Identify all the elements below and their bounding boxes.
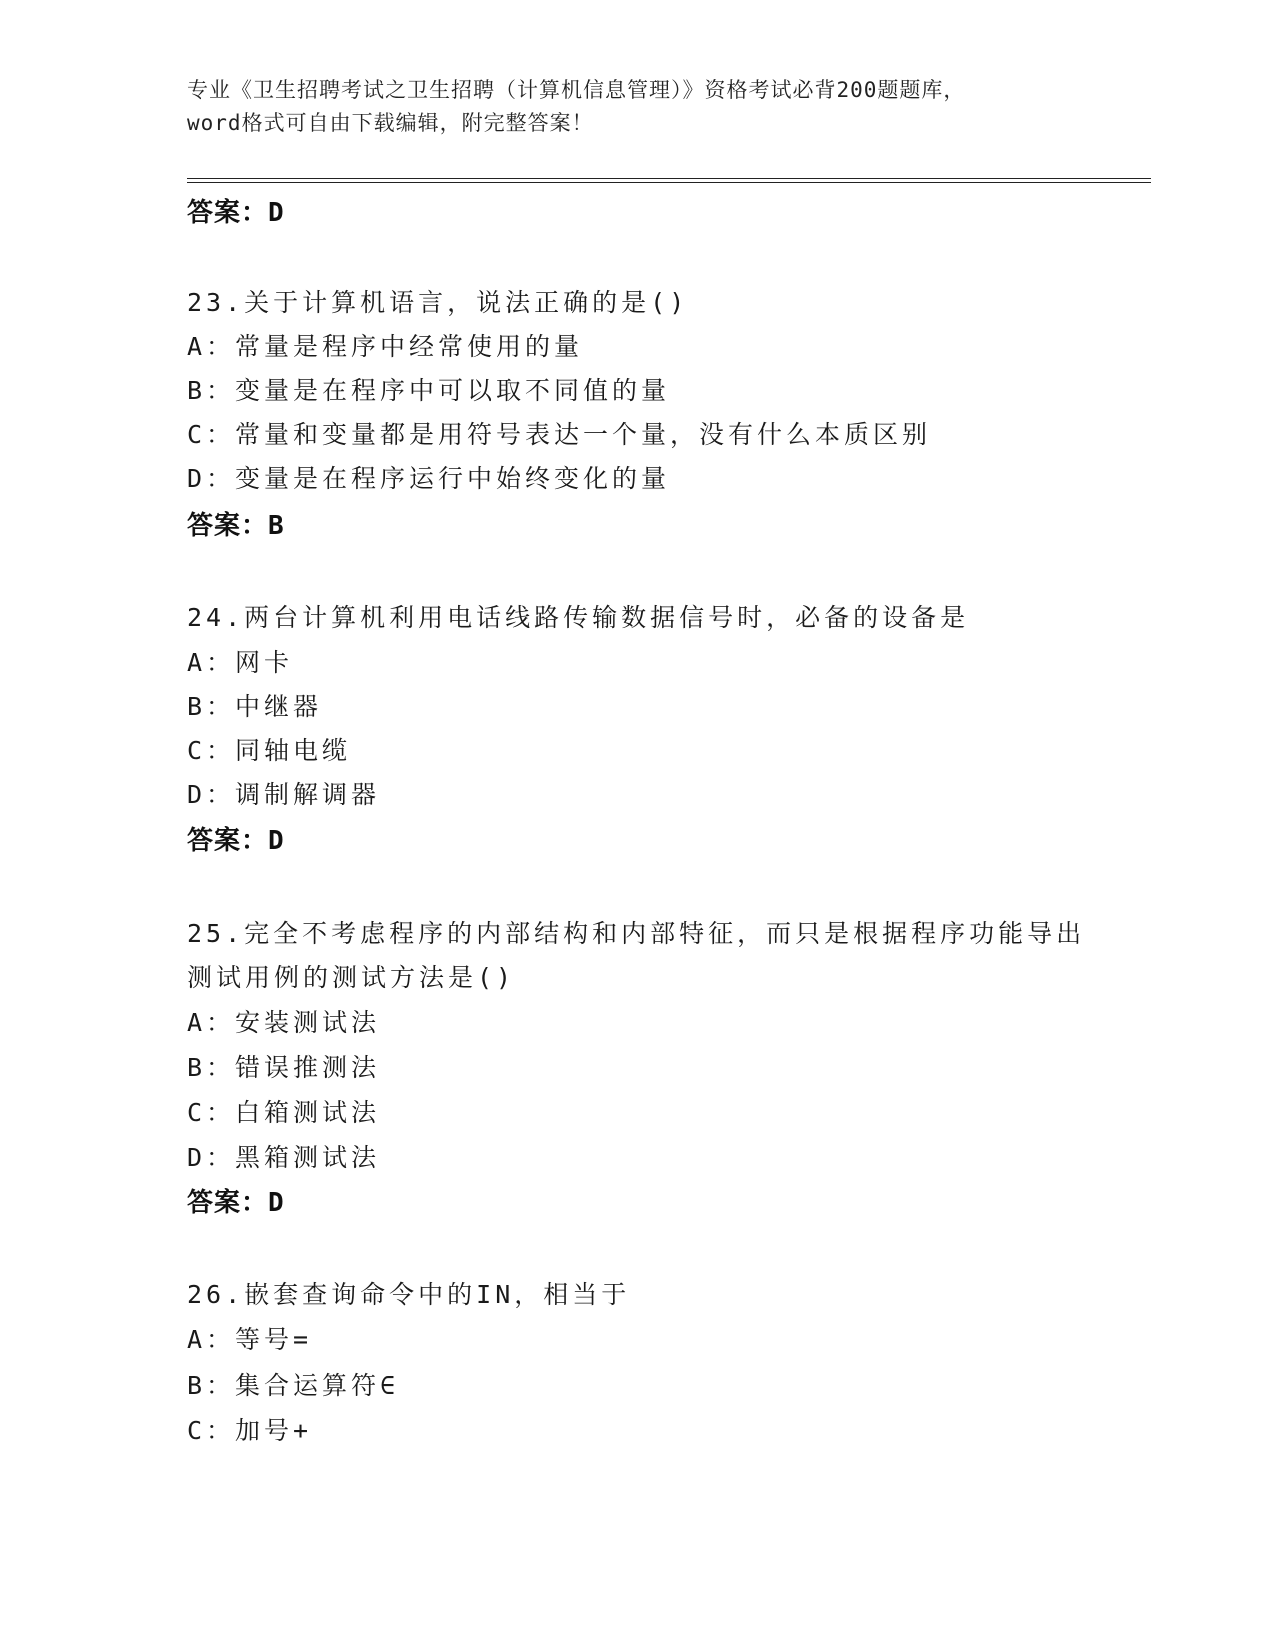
question-24-stem: 24.两台计算机利用电话线路传输数据信号时，必备的设备是: [187, 603, 970, 632]
question-23-stem: 23.关于计算机语言，说法正确的是(): [187, 288, 689, 317]
question-23-option-a: A：常量是程序中经常使用的量: [187, 332, 584, 361]
question-24-answer: 答案：D: [187, 826, 285, 856]
question-25-option-d: D：黑箱测试法: [187, 1143, 381, 1172]
question-23-answer: 答案：B: [187, 511, 285, 541]
question-26-option-b: B：集合运算符∈: [187, 1371, 400, 1400]
question-25-option-b: B：错误推测法: [187, 1053, 381, 1082]
question-25-option-a: A：安装测试法: [187, 1008, 381, 1037]
question-26-stem: 26.嵌套查询命令中的IN，相当于: [187, 1280, 631, 1309]
question-23-option-b: B：变量是在程序中可以取不同值的量: [187, 376, 671, 405]
document-header: [187, 74, 1087, 140]
header-line-2: word格式可自由下载编辑，附完整答案！: [187, 111, 594, 135]
header-line-1: 专业《卫生招聘考试之卫生招聘（计算机信息管理）》资格考试必背200题题库，: [187, 78, 966, 102]
header-divider: [187, 178, 1151, 183]
question-25-option-c: C：白箱测试法: [187, 1098, 381, 1127]
answer-previous: 答案：D: [187, 198, 285, 228]
question-24-option-a: A：网卡: [187, 648, 294, 677]
question-24-option-d: D：调制解调器: [187, 780, 381, 809]
question-24-option-b: B：中继器: [187, 692, 323, 721]
question-26-option-c: C：加号+: [187, 1416, 313, 1445]
question-26-option-a: A：等号=: [187, 1325, 313, 1354]
question-25-answer: 答案：D: [187, 1188, 285, 1218]
question-25-stem-line-2: 测试用例的测试方法是(): [187, 963, 516, 992]
question-25-stem-line-1: 25.完全不考虑程序的内部结构和内部特征，而只是根据程序功能导出: [187, 919, 1086, 948]
question-23-option-d: D：变量是在程序运行中始终变化的量: [187, 464, 671, 493]
question-24-option-c: C：同轴电缆: [187, 736, 352, 765]
question-23-option-c: C：常量和变量都是用符号表达一个量，没有什么本质区别: [187, 420, 932, 449]
